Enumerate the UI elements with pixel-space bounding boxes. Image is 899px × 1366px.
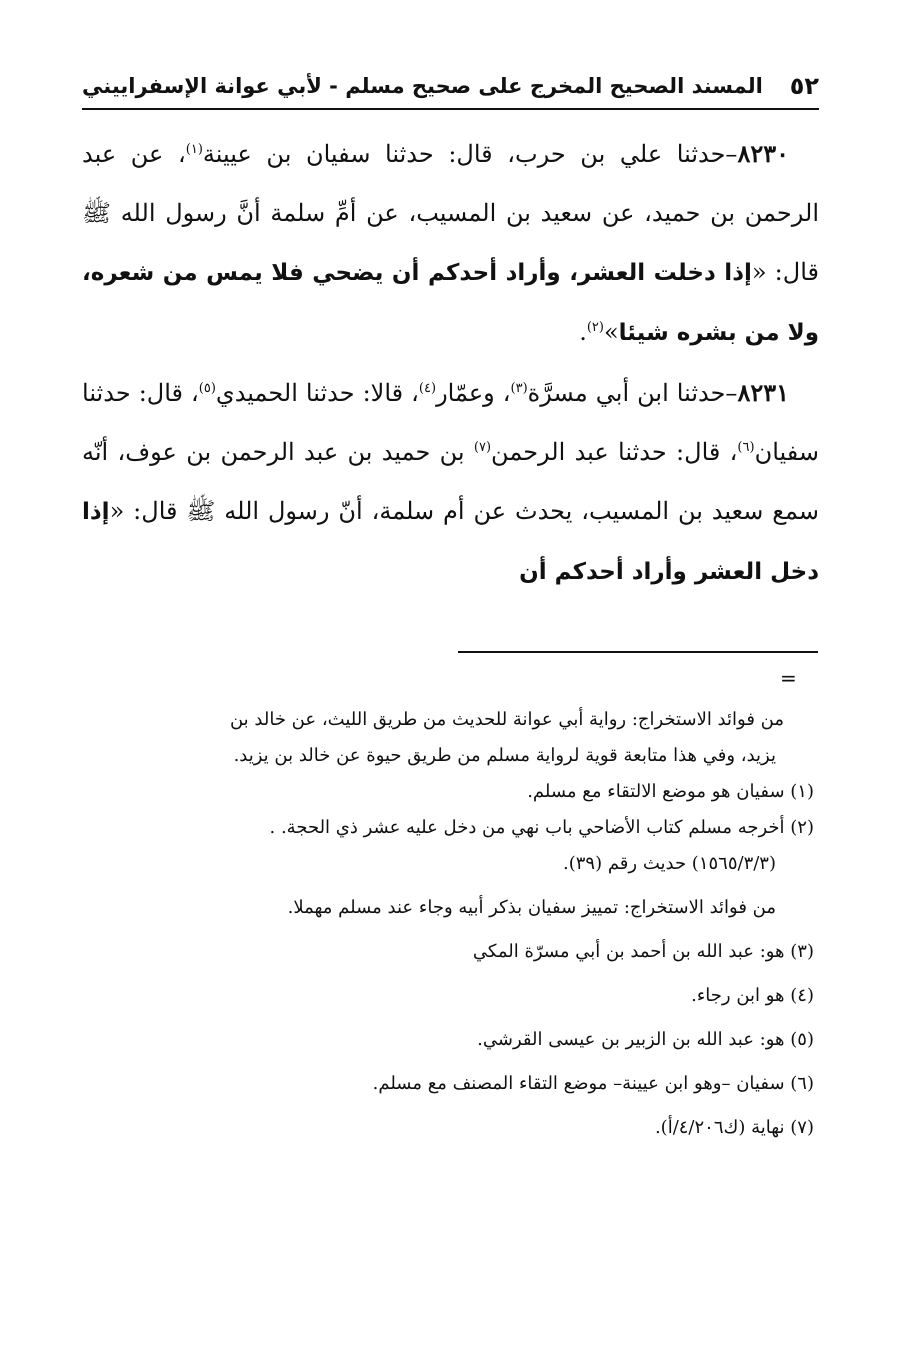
footnote-continuation-mark: = xyxy=(780,666,797,690)
hadith-number: ٨٢٣٠ xyxy=(737,139,789,168)
footnote-continued-line: يزيد، وفي هذا متابعة قوية لرواية مسلم من طريق حيوة عن خالد بن يزيد. xyxy=(233,745,776,766)
footnote-separator xyxy=(458,651,818,653)
footnote-ref-2: (٢) xyxy=(586,320,604,335)
hadith-text: بن حميد بن عبد الرحمن بن عوف، أنّه سمع سعيد بن المسيب، يحدث عن أم سلمة، أنّ رسول الله ﷺ قال: « xyxy=(82,438,820,525)
footnote-6: (٦) سفيان –وهو ابن عيينة– موضع التقاء المصنف مع مسلم. xyxy=(372,1073,814,1094)
hadith-matn: إذا دخل العشر وأراد أحدكم أن xyxy=(82,499,819,585)
hadith-intro: –حدثنا علي بن حرب، قال: حدثنا سفيان بن عيينة xyxy=(202,140,738,168)
footnote-ref-6: (٦) xyxy=(737,440,755,455)
footnote-ref-1: (١) xyxy=(185,142,203,157)
hadith-text: ، وعمّار xyxy=(436,379,511,407)
footnote-ref-5: (٥) xyxy=(198,381,216,396)
footnote-continued-line: من فوائد الاستخراج: رواية أبي عوانة للحديث من طريق الليث، عن خالد بن xyxy=(229,709,784,730)
quote-close: » xyxy=(603,318,619,346)
hadith-matn: إذا دخلت العشر، وأراد أحدكم أن يضحي فلا يمس من شعره، ولا من بشره شيئا xyxy=(82,260,819,346)
footnote-2-continued: (١٥٦٥/٣/٣) حديث رقم (٣٩). xyxy=(562,853,776,874)
footnote-7: (٧) نهاية (ك٤/٢٠٦/أ). xyxy=(654,1117,814,1138)
footnote-3: (٣) هو: عبد الله بن أحمد بن أبي مسرّة المكي xyxy=(472,941,814,962)
hadith-text: ، قالا: حدثنا الحميدي xyxy=(215,379,419,407)
main-text xyxy=(82,124,819,602)
footnote-2-note: من فوائد الاستخراج: تمييز سفيان بذكر أبيه وجاء عند مسلم مهملا. xyxy=(287,897,776,918)
hadith-8230 xyxy=(82,124,819,363)
hadith-8231 xyxy=(82,363,819,602)
footnote-ref-3: (٣) xyxy=(510,381,528,396)
footnotes xyxy=(84,702,814,1146)
hadith-chain: ، عن عبد الرحمن بن حميد، عن سعيد بن المسيب، عن أمِّ سلمة أنَّ رسول الله ﷺ قال: « xyxy=(82,140,819,286)
footnote-4: (٤) هو ابن رجاء. xyxy=(691,985,814,1006)
sentence-end: . xyxy=(579,318,587,346)
running-title: المسند الصحيح المخرج على صحيح مسلم - لأبي عوانة الإسفراييني xyxy=(82,74,763,98)
page-number: ٥٢ xyxy=(789,72,819,100)
running-header xyxy=(82,64,819,110)
footnote-2: (٢) أخرجه مسلم كتاب الأضاحي باب نهي من دخل عليه عشر ذي الحجة. . xyxy=(269,817,814,838)
hadith-text: –حدثنا ابن أبي مسرَّة xyxy=(527,379,738,407)
hadith-number: ٨٢٣١ xyxy=(737,378,789,407)
footnote-ref-7: (٧) xyxy=(473,440,492,455)
footnote-5: (٥) هو: عبد الله بن الزبير بن عيسى القرشي. xyxy=(477,1029,814,1050)
hadith-text: ، قال: حدثنا عبد الرحمن xyxy=(491,438,738,466)
hadith-text: ، قال: حدثنا سفيان xyxy=(82,379,819,466)
footnote-1: (١) سفيان هو موضع الالتقاء مع مسلم. xyxy=(527,781,814,802)
footnote-ref-4: (٤) xyxy=(418,381,437,396)
